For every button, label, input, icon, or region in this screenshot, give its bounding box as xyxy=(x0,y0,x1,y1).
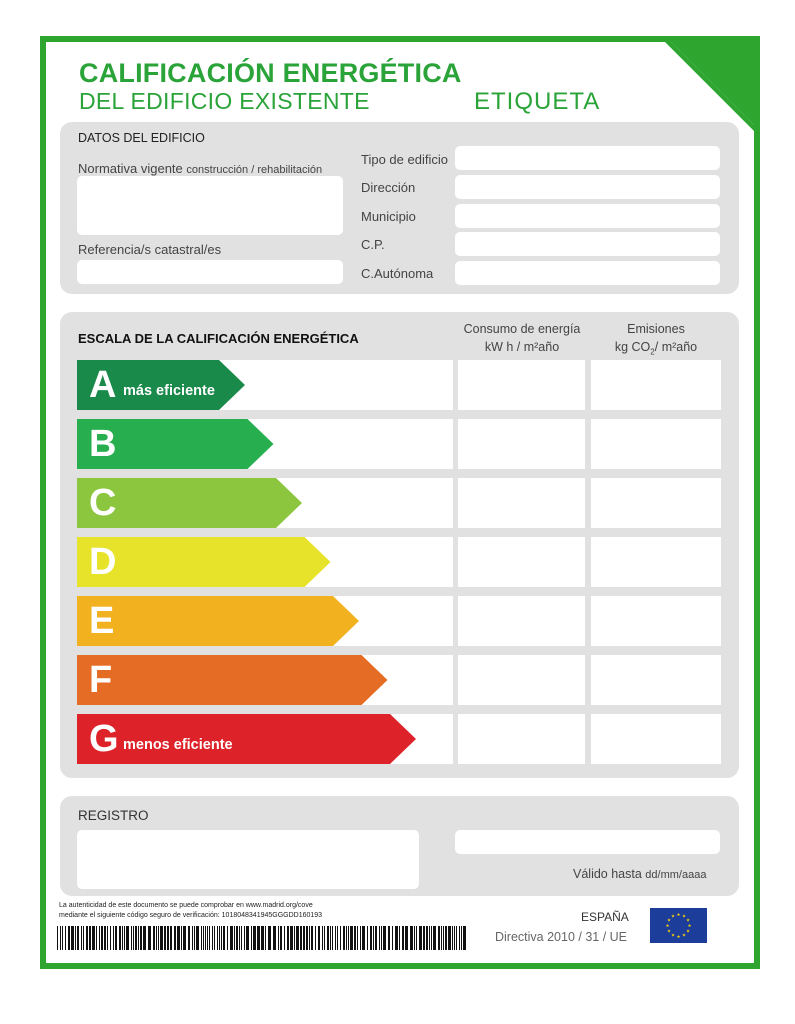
consumo-cell[interactable] xyxy=(458,419,585,469)
svg-text:★: ★ xyxy=(666,917,671,923)
rating-e-shape xyxy=(77,596,359,646)
emisiones-cell[interactable] xyxy=(591,655,721,705)
svg-text:★: ★ xyxy=(686,917,691,923)
valido-hasta xyxy=(573,867,706,881)
title-sub: DEL EDIFICIO EXISTENTE xyxy=(79,88,370,114)
direccion-label: Dirección xyxy=(361,180,416,195)
consumo-cell[interactable] xyxy=(458,596,585,646)
svg-text:★: ★ xyxy=(676,912,681,917)
emisiones-cell[interactable] xyxy=(591,360,721,410)
rating-e-arrow xyxy=(77,596,359,646)
tipo-edificio-field[interactable] xyxy=(455,146,720,170)
consumo-column-header xyxy=(455,320,589,356)
emisiones-column-header xyxy=(589,320,723,362)
eu-flag-icon xyxy=(650,908,707,943)
rating-letter: A xyxy=(89,364,117,406)
cp-field[interactable] xyxy=(455,232,720,256)
referencia-field[interactable] xyxy=(77,260,343,284)
rating-letter: F xyxy=(89,659,113,701)
municipio-label: Municipio xyxy=(361,209,416,224)
normativa-label-sub: construcción / rehabilitación xyxy=(186,164,323,176)
tipo-edificio-label: Tipo de edificio xyxy=(361,152,448,167)
rating-g-arrow xyxy=(77,714,416,764)
emisiones-cell[interactable] xyxy=(591,419,721,469)
registro-heading: REGISTRO xyxy=(78,808,149,823)
consumo-cell[interactable] xyxy=(458,360,585,410)
referencia-label: Referencia/s catastral/es xyxy=(78,242,222,257)
consumo-header-line1: Consumo de energía xyxy=(463,322,581,336)
municipio-field[interactable] xyxy=(455,204,720,228)
emisiones-header-line2 xyxy=(589,338,723,362)
title-main: CALIFICACIÓN ENERGÉTICA xyxy=(79,58,462,88)
emisiones-cell[interactable] xyxy=(591,537,721,587)
direccion-field[interactable] xyxy=(455,175,720,199)
cp-label: C.P. xyxy=(361,237,385,252)
svg-text:★: ★ xyxy=(666,928,671,934)
svg-text:★: ★ xyxy=(686,928,691,934)
country-label: ESPAÑA xyxy=(581,910,629,924)
rating-letter: C xyxy=(89,482,117,524)
normativa-label-main: Normativa vigente xyxy=(78,161,183,176)
rating-sublabel: más eficiente xyxy=(123,383,215,399)
consumo-header-line2: kW h / m²año xyxy=(484,340,560,354)
rating-f-shape xyxy=(77,655,388,705)
rating-f-arrow xyxy=(77,655,388,705)
barcode xyxy=(57,926,467,950)
svg-text:★: ★ xyxy=(681,913,687,919)
normativa-field[interactable] xyxy=(77,176,343,235)
etiqueta-label: ETIQUETA xyxy=(474,88,601,115)
valido-hasta-value: dd/mm/aaaa xyxy=(645,869,707,881)
emisiones-unit-a: kg CO xyxy=(614,340,651,354)
registro-field[interactable] xyxy=(77,830,419,889)
rating-letter: D xyxy=(89,541,117,583)
emisiones-header-line1: Emisiones xyxy=(627,322,685,336)
consumo-cell[interactable] xyxy=(458,537,585,587)
emisiones-unit-sub: 2 xyxy=(650,347,655,357)
datos-heading: DATOS DEL EDIFICIO xyxy=(78,131,205,145)
emisiones-cell[interactable] xyxy=(591,478,721,528)
rating-d-arrow xyxy=(77,537,331,587)
rating-letter: B xyxy=(89,423,117,465)
rating-c-arrow xyxy=(77,478,302,528)
svg-text:★: ★ xyxy=(676,934,681,939)
rating-letter: E xyxy=(89,600,115,642)
svg-text:★: ★ xyxy=(687,923,692,928)
authenticity-note-line1: La autenticidad de este documento se puede comprobar en www.madrid.org/cove xyxy=(59,902,313,909)
consumo-cell[interactable] xyxy=(458,478,585,528)
comunidad-autonoma-field[interactable] xyxy=(455,261,720,285)
svg-text:★: ★ xyxy=(665,923,670,928)
normativa-label xyxy=(78,161,322,176)
directiva-label: Directiva 2010 / 31 / UE xyxy=(495,930,628,944)
emisiones-cell[interactable] xyxy=(591,596,721,646)
emisiones-cell[interactable] xyxy=(591,714,721,764)
rating-a-arrow xyxy=(77,360,245,410)
authenticity-note-line2: mediante el siguiente código seguro de verificación: 1018048341945GGGDD160193 xyxy=(59,912,323,919)
valido-hasta-label: Válido hasta xyxy=(573,867,642,881)
comunidad-autonoma-label: C.Autónoma xyxy=(361,266,434,281)
emisiones-unit-b: / m²año xyxy=(654,340,698,354)
svg-text:★: ★ xyxy=(681,932,687,938)
svg-text:★: ★ xyxy=(670,913,676,919)
registro-secondary-field[interactable] xyxy=(455,830,720,854)
rating-b-arrow xyxy=(77,419,274,469)
rating-sublabel: menos eficiente xyxy=(123,737,233,753)
rating-letter: G xyxy=(89,718,119,760)
escala-heading: ESCALA DE LA CALIFICACIÓN ENERGÉTICA xyxy=(78,331,359,346)
consumo-cell[interactable] xyxy=(458,655,585,705)
svg-text:★: ★ xyxy=(670,932,676,938)
consumo-cell[interactable] xyxy=(458,714,585,764)
